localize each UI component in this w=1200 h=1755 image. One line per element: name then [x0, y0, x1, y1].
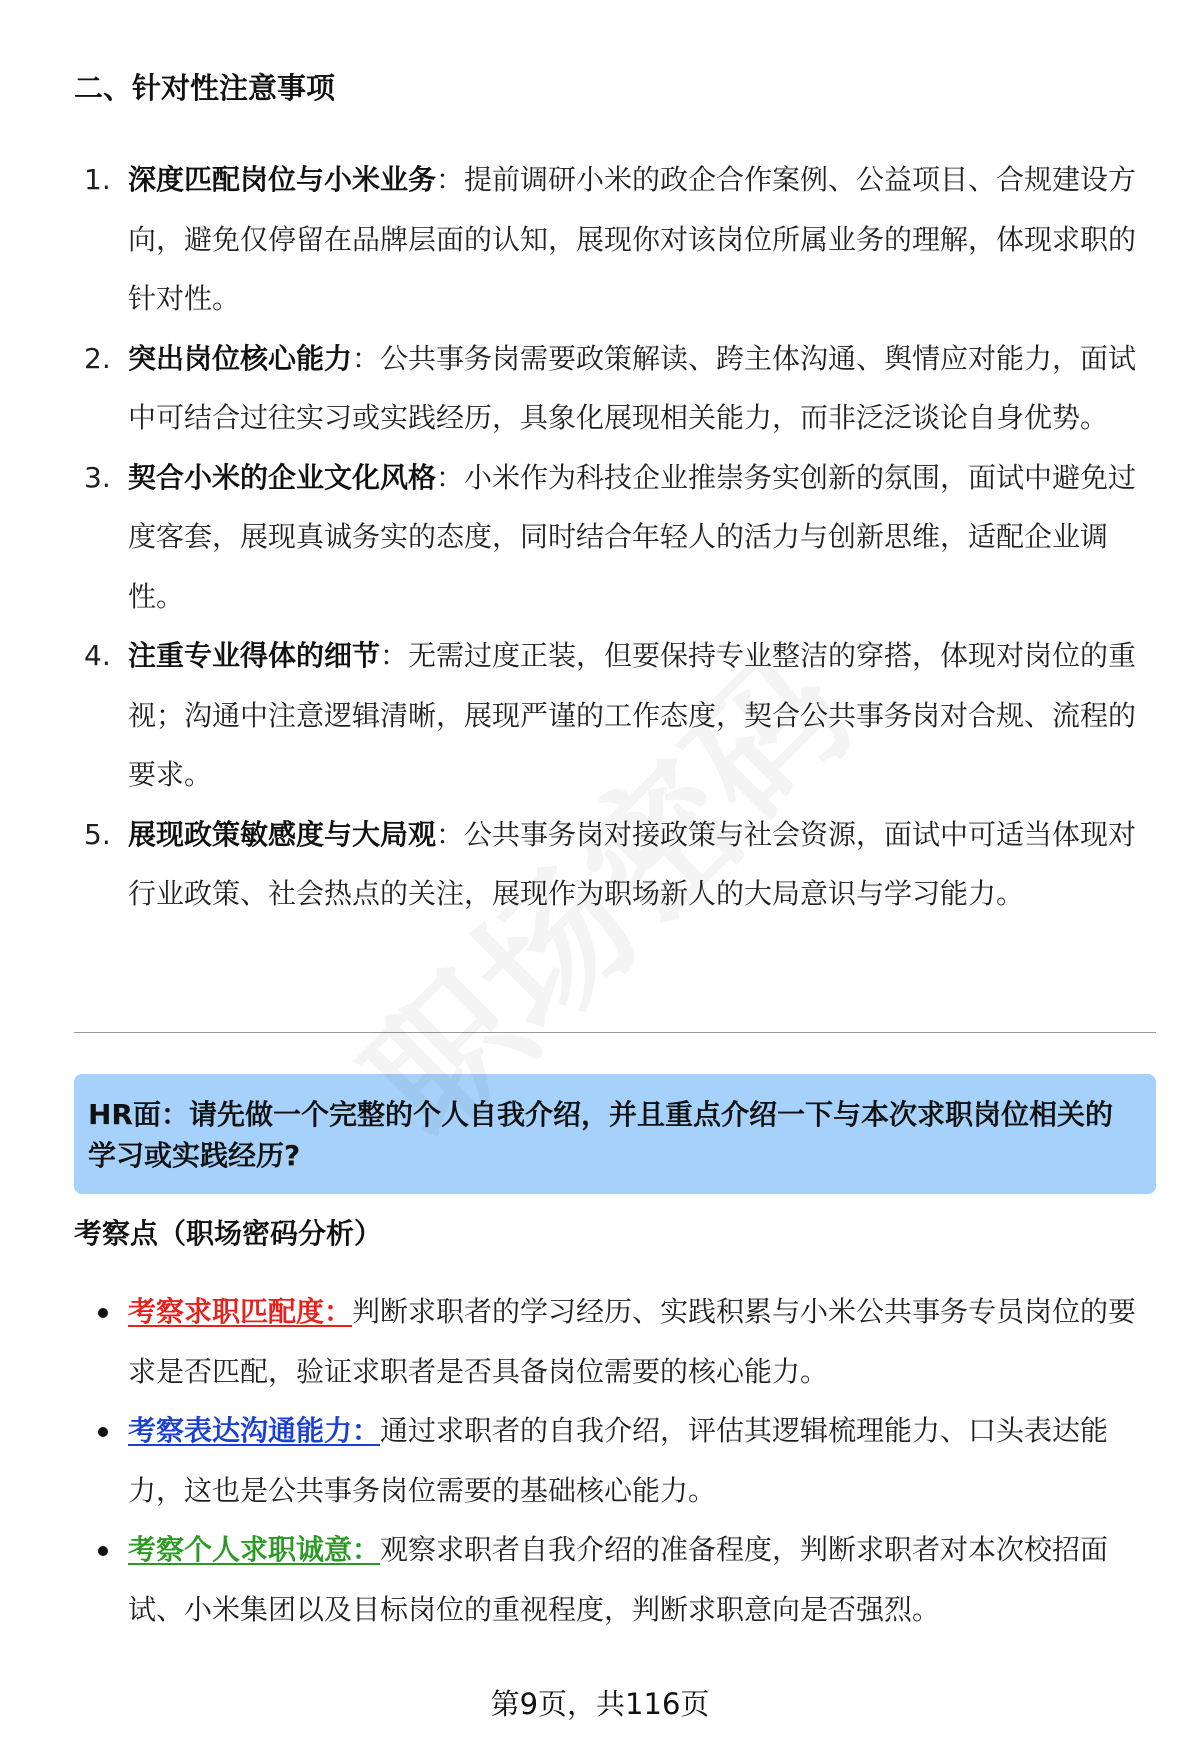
list-item — [74, 150, 1144, 329]
item-text: ：公共事务岗需要政策解读、跨主体沟通、舆情应对能力，面试中可结合过往实习或实践经历，具象化展现相关能力，而非泛泛谈论自身优势。 — [128, 341, 1137, 434]
eval-keyword-communication: 考察表达沟通能力： — [128, 1414, 381, 1447]
item-heading: 突出岗位核心能力 — [128, 341, 353, 375]
item-number: 2. — [84, 341, 111, 375]
list-item — [74, 805, 1144, 924]
item-number: 4. — [84, 639, 111, 672]
item-text: ：小米作为科技企业推崇务实创新的氛围，面试中避免过度客套，展现真诚务实的态度，同时结合年轻人的活力与创新思维，适配企业调性。 — [128, 460, 1137, 613]
list-item — [74, 329, 1144, 448]
section-divider — [74, 1032, 1156, 1033]
eval-keyword-sincerity: 考察个人求职诚意： — [128, 1533, 381, 1566]
list-item — [74, 1282, 1144, 1401]
item-heading: 深度匹配岗位与小米业务 — [128, 163, 437, 196]
question-callout — [74, 1074, 1156, 1194]
page-number: 第9页，共116页 — [490, 1687, 710, 1721]
bullet-dot-icon — [98, 1427, 108, 1437]
eval-keyword-match: 考察求职匹配度： — [128, 1295, 353, 1328]
item-text: ：无需过度正装，但要保持专业整洁的穿搭，体现对岗位的重视；沟通中注意逻辑清晰，展现严谨的工作态度，契合公共事务岗对合规、流程的要求。 — [128, 639, 1137, 791]
list-item — [74, 1520, 1144, 1639]
bullet-dot-icon — [98, 1308, 108, 1318]
eval-text: 通过求职者的自我介绍，评估其逻辑梳理能力、口头表达能力，这也是公共事务岗位需要的基础核心能力。 — [128, 1414, 1109, 1507]
list-item — [74, 1401, 1144, 1520]
item-heading: 契合小米的企业文化风格 — [128, 460, 437, 494]
item-number: 1. — [84, 163, 111, 196]
bullet-dot-icon — [98, 1546, 108, 1556]
eval-list — [74, 1282, 1144, 1639]
item-text: ：公共事务岗对接政策与社会资源，面试中可适当体现对行业政策、社会热点的关注，展现作为职场新人的大局意识与学习能力。 — [128, 817, 1137, 910]
item-number: 3. — [84, 460, 111, 494]
item-heading: 展现政策敏感度与大局观 — [128, 817, 437, 851]
question-text: HR面：请先做一个完整的个人自我介绍，并且重点介绍一下与本次求职岗位相关的学习或实践经历? — [88, 1098, 1113, 1172]
section-title: 二、针对性注意事项 — [74, 71, 336, 105]
eval-text: 判断求职者的学习经历、实践积累与小米公共事务专员岗位的要求是否匹配，验证求职者是否具备岗位需要的核心能力。 — [128, 1295, 1137, 1388]
eval-title: 考察点（职场密码分析） — [74, 1217, 383, 1250]
list-item — [74, 448, 1144, 627]
list-item — [74, 626, 1144, 805]
item-text: ：提前调研小米的政企合作案例、公益项目、合规建设方向，避免仅停留在品牌层面的认知，展现你对该岗位所属业务的理解，体现求职的针对性。 — [128, 163, 1137, 315]
eval-text: 观察求职者自我介绍的准备程度，判断求职者对本次校招面试、小米集团以及目标岗位的重视程度，判断求职意向是否强烈。 — [128, 1533, 1109, 1626]
item-heading: 注重专业得体的细节 — [128, 639, 381, 672]
item-number: 5. — [84, 817, 111, 851]
notes-list — [74, 150, 1144, 924]
